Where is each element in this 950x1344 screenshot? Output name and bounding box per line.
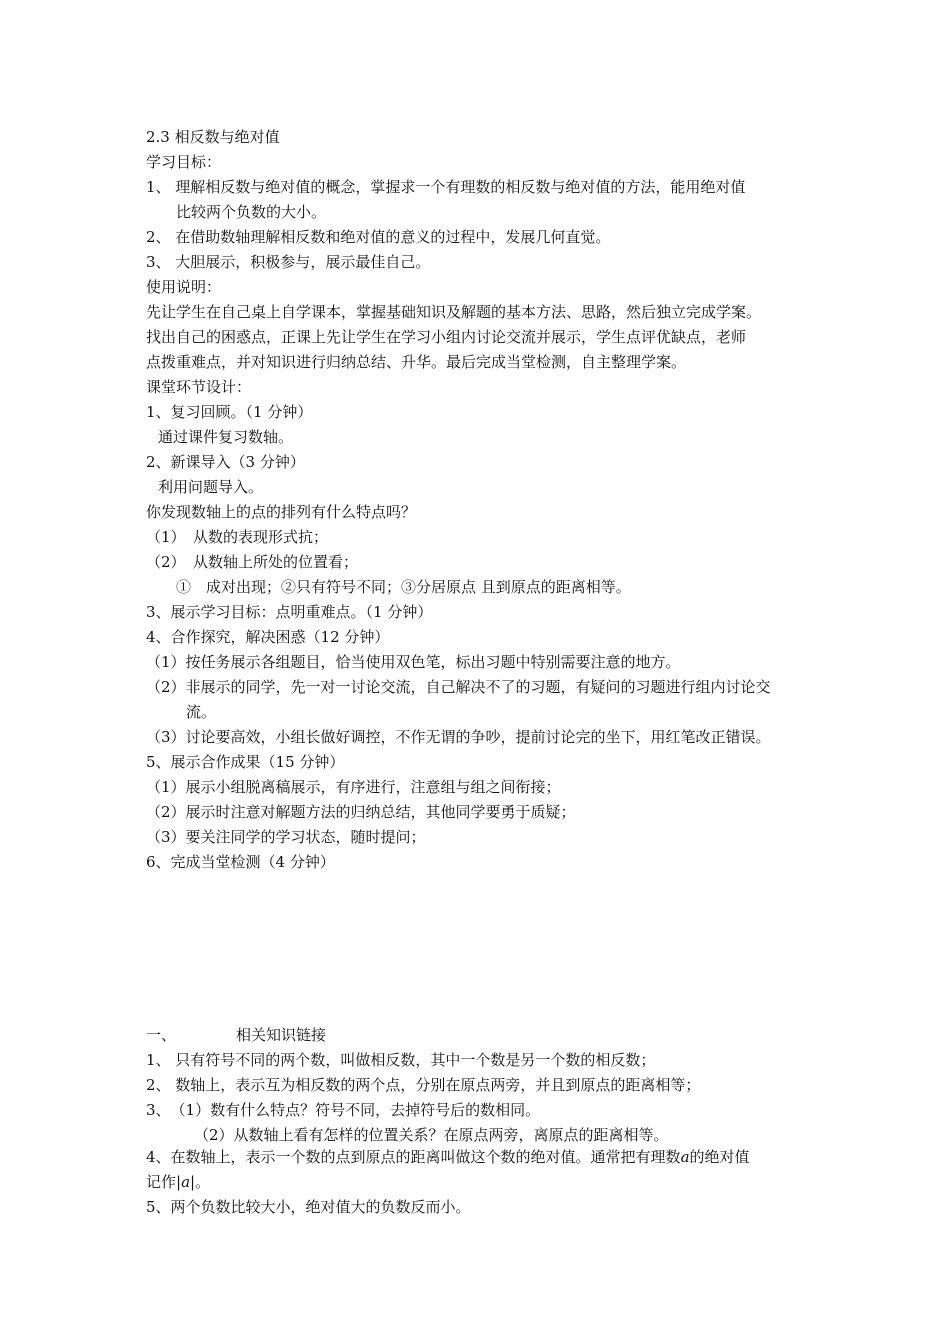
- variable-a: a: [680, 1148, 690, 1166]
- usage-line-1: 先让学生在自己桌上自学课本，掌握基础知识及解题的基本方法、思路，然后独立完成学案。: [146, 303, 762, 321]
- step-5: 5、展示合作成果（15 分钟）: [146, 753, 345, 771]
- knowledge-4-line-1: [146, 1147, 750, 1167]
- knowledge-heading-text: 相关知识链接: [236, 1026, 327, 1044]
- step-2-detail: 利用问题导入。: [158, 478, 264, 496]
- step-3: 3、展示学习目标：点明重难点。（1 分钟）: [146, 603, 433, 621]
- knowledge-5: 5、两个负数比较大小，绝对值大的负数反而小。: [146, 1198, 471, 1216]
- lesson-title: 2.3 相反数与绝对值: [146, 128, 280, 146]
- knowledge-4-text-a: 4、在数轴上，表示一个数的点到原点的距离叫做这个数的绝对值。通常把有理数: [146, 1148, 681, 1166]
- question-item-1: （1） 从数的表现形式抗；: [146, 528, 329, 546]
- question-item-2: （2） 从数轴上所处的位置看；: [146, 553, 359, 571]
- step-4-item-2-line-1: （2）非展示的同学，先一对一讨论交流，自己解决不了的习题，有疑问的习题进行组内讨论交: [146, 678, 771, 696]
- design-heading: 课堂环节设计：: [146, 378, 252, 396]
- knowledge-heading: [146, 1025, 326, 1045]
- step-6: 6、完成当堂检测（4 分钟）: [146, 853, 335, 871]
- step-4-item-3: （3）讨论要高效，小组长做好调控，不作无谓的争吵，提前讨论完的坐下，用红笔改正错误。: [146, 728, 771, 746]
- step-4: 4、合作探究，解决困惑（12 分钟）: [146, 628, 390, 646]
- question-item-answer: ① 成对出现；②只有符号不同；③分居原点 且到原点的距离相等。: [176, 578, 631, 596]
- step-1: 1、复习回顾。（1 分钟）: [146, 403, 313, 421]
- step-1-detail: 通过课件复习数轴。: [158, 428, 294, 446]
- knowledge-2: 2、 数轴上，表示互为相反数的两个点，分别在原点两旁，并且到原点的距离相等；: [146, 1076, 701, 1094]
- usage-heading: 使用说明：: [146, 278, 222, 296]
- knowledge-4-line-2: [146, 1172, 210, 1192]
- step-5-item-3: （3）要关注同学的学习状态，随时提问；: [146, 828, 426, 846]
- step-2: 2、新课导入（3 分钟）: [146, 453, 305, 471]
- usage-line-3: 点拨重难点，并对知识进行归纳总结、升华。最后完成当堂检测，自主整理学案。: [146, 353, 687, 371]
- step-5-item-2: （2）展示时注意对解题方法的归纳总结，其他同学要勇于质疑；: [146, 803, 576, 821]
- goal-1-line-1: 1、 理解相反数与绝对值的概念，掌握求一个有理数的相反数与绝对值的方法，能用绝对值: [146, 178, 746, 196]
- goal-2: 2、 在借助数轴理解相反数和绝对值的意义的过程中，发展几何直觉。: [146, 228, 611, 246]
- question: 你发现数轴上的点的排列有什么特点吗？: [146, 503, 417, 521]
- knowledge-4-text-b: 的绝对值: [689, 1148, 750, 1166]
- goal-1-line-2: 比较两个负数的大小。: [176, 203, 327, 221]
- knowledge-4-text-d: 。: [195, 1173, 211, 1191]
- knowledge-1: 1、 只有符号不同的两个数，叫做相反数，其中一个数是另一个数的相反数；: [146, 1051, 656, 1069]
- knowledge-4-text-c: 记作: [146, 1173, 177, 1191]
- knowledge-3-line-1: 3、 （1）数有什么特点？符号不同，去掉符号后的数相同。: [146, 1101, 541, 1119]
- goal-3: 3、 大胆展示，积极参与，展示最佳自己。: [146, 253, 431, 271]
- step-4-item-1: （1）按任务展示各组题目，恰当使用双色笔，标出习题中特别需要注意的地方。: [146, 653, 681, 671]
- usage-line-2: 找出自己的困惑点，正课上先让学生在学习小组内讨论交流并展示，学生点评优缺点，老师: [146, 328, 747, 346]
- step-4-item-2-line-2: 流。: [186, 703, 217, 721]
- step-5-item-1: （1）展示小组脱离稿展示，有序进行，注意组与组之间衔接；: [146, 778, 561, 796]
- knowledge-heading-number: 一、: [146, 1026, 177, 1044]
- goals-heading: 学习目标：: [146, 153, 222, 171]
- knowledge-3-line-2: （2）从数轴上看有怎样的位置关系？在原点两旁，离原点的距离相等。: [194, 1126, 669, 1144]
- absolute-value-notation: |a|: [176, 1173, 196, 1191]
